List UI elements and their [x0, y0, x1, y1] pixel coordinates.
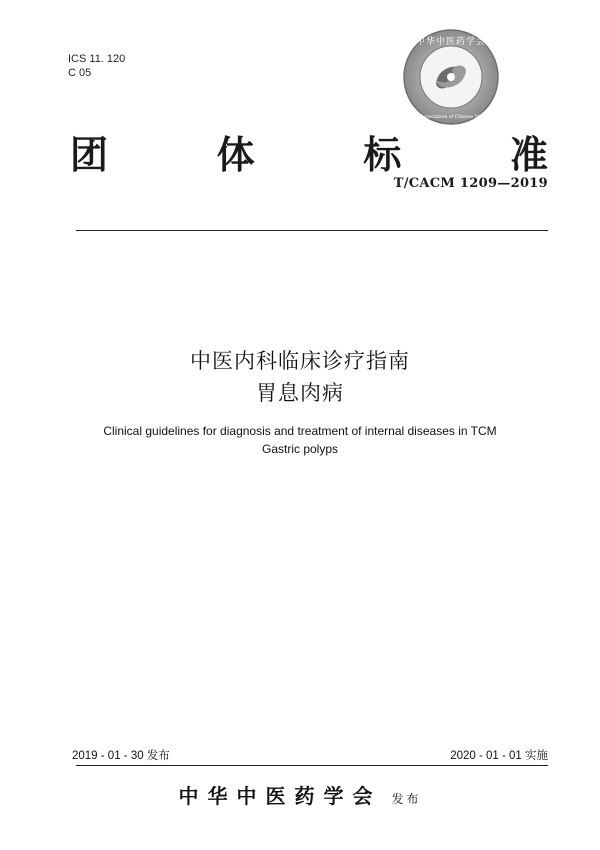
standard-type-char-4: 准 [509, 132, 548, 177]
standard-code: T/CACM 1209—2019 [393, 176, 548, 191]
bottom-divider [76, 765, 548, 766]
ccs-code: C 05 [68, 67, 92, 79]
top-divider [76, 230, 548, 231]
implement-date: 2020 - 01 - 01 实施 [450, 750, 548, 762]
logo-ring-text-en: China Association of Chinese Medicine [405, 115, 497, 120]
association-logo [402, 28, 500, 126]
logo-ring-text: 中华中医药学会 [415, 37, 487, 47]
publisher-suffix: 发布 [391, 792, 422, 806]
release-date: 2019 - 01 - 30 发布 [72, 750, 170, 762]
title-en-line2: Gastric polyps [261, 442, 339, 456]
ics-code: ICS 11. 120 [68, 53, 126, 65]
standard-type-title [70, 128, 548, 177]
standard-type-char-1: 团 [70, 132, 109, 177]
title-cn-line1: 中医内科临床诊疗指南 [190, 349, 410, 373]
standard-type-char-3: 标 [363, 132, 402, 177]
publisher-line [0, 780, 600, 809]
title-en-line1: Clinical guidelines for diagnosis and treatment of internal diseases in TCM [103, 424, 497, 438]
standard-type-char-2: 体 [216, 132, 255, 177]
publisher-name: 中华中医药学会 [178, 784, 382, 808]
title-cn-line2: 胃息肉病 [256, 381, 344, 405]
